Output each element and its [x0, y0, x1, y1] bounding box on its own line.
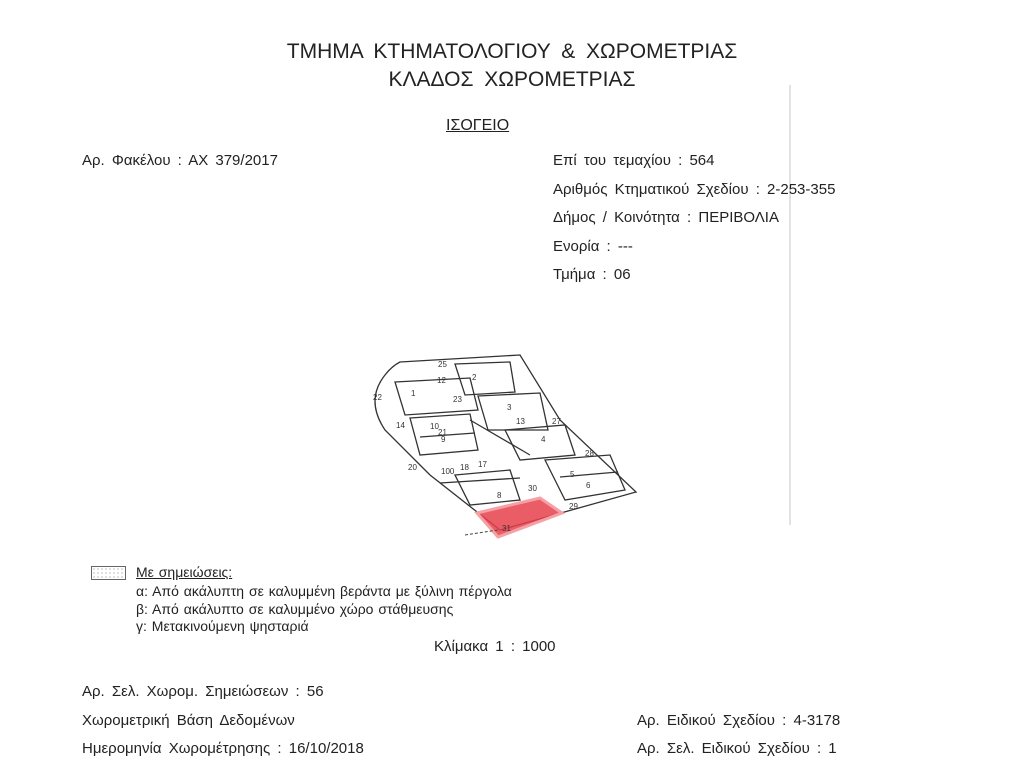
notes-title: Με σημειώσεις:	[136, 564, 233, 580]
room-label: 17	[478, 460, 487, 469]
note-item: β: Από ακάλυπτο σε καλυμμένο χώρο στάθμευσης	[136, 601, 454, 617]
room-label: 14	[396, 421, 405, 430]
room-8	[455, 470, 520, 505]
municipality: Δήμος / Κοινότητα : ΠΕΡΙΒΟΛΙΑ	[553, 209, 779, 226]
room-label: 3	[507, 403, 512, 412]
room-label: 27	[552, 417, 561, 426]
room-label: 2	[472, 373, 477, 382]
room-label: 30	[528, 484, 537, 493]
survey-database: Χωρομετρική Βάση Δεδομένων	[82, 712, 295, 729]
room-3	[478, 393, 548, 430]
room-label: 31	[502, 524, 511, 533]
room-label: 12	[437, 376, 446, 385]
room-label: 1	[411, 389, 416, 398]
survey-notes-pages: Αρ. Σελ. Χωρομ. Σημειώσεων : 56	[82, 683, 324, 700]
room-label: 6	[586, 481, 591, 490]
room-label: 20	[408, 463, 417, 472]
section: Τμήμα : 06	[553, 266, 631, 283]
room-label: 23	[453, 395, 462, 404]
room-label: 9	[441, 435, 446, 444]
scale: Κλίμακα 1 : 1000	[434, 638, 556, 655]
room-label: 22	[373, 393, 382, 402]
room-label: 8	[497, 491, 502, 500]
room-label: 13	[516, 417, 525, 426]
room-label: 21	[438, 428, 447, 437]
room-label: 18	[460, 463, 469, 472]
survey-date: Ημερομηνία Χωρομέτρησης : 16/10/2018	[82, 740, 364, 757]
room-label: 5	[570, 470, 575, 479]
note-item: α: Από ακάλυπτη σε καλυμμένη βεράντα με ξύλινη πέργολα	[136, 583, 512, 599]
floor-title: ΙΣΟΓΕΙΟ	[446, 117, 510, 134]
locality: Ενορία : ---	[553, 238, 633, 255]
special-plan-number: Αρ. Ειδικού Σχεδίου : 4-3178	[637, 712, 841, 729]
room-label: 100	[441, 467, 455, 476]
special-plan-page: Αρ. Σελ. Ειδικού Σχεδίου : 1	[637, 740, 837, 757]
file-number: Αρ. Φακέλου : ΑΧ 379/2017	[82, 152, 278, 169]
room-5-6	[545, 455, 625, 500]
room-label: 29	[569, 502, 578, 511]
branch-title: ΚΛΑΔΟΣ ΧΩΡΟΜΕΤΡΙΑΣ	[388, 68, 636, 91]
room-label: 4	[541, 435, 546, 444]
parcel-number: Επί του τεμαχίου : 564	[553, 152, 715, 169]
room-label: 10	[430, 422, 439, 431]
cadastral-plan-number: Αριθμός Κτηματικού Σχεδίου : 2-253-355	[553, 181, 836, 198]
note-item: γ: Μετακινούμενη ψησταριά	[136, 618, 309, 634]
room-label: 25	[438, 360, 447, 369]
notes-legend-swatch	[91, 566, 126, 580]
department-title: ΤΜΗΜΑ ΚΤΗΜΑΤΟΛΟΓΙΟΥ & ΧΩΡΟΜΕΤΡΙΑΣ	[286, 40, 738, 63]
room-label: 28	[585, 449, 594, 458]
